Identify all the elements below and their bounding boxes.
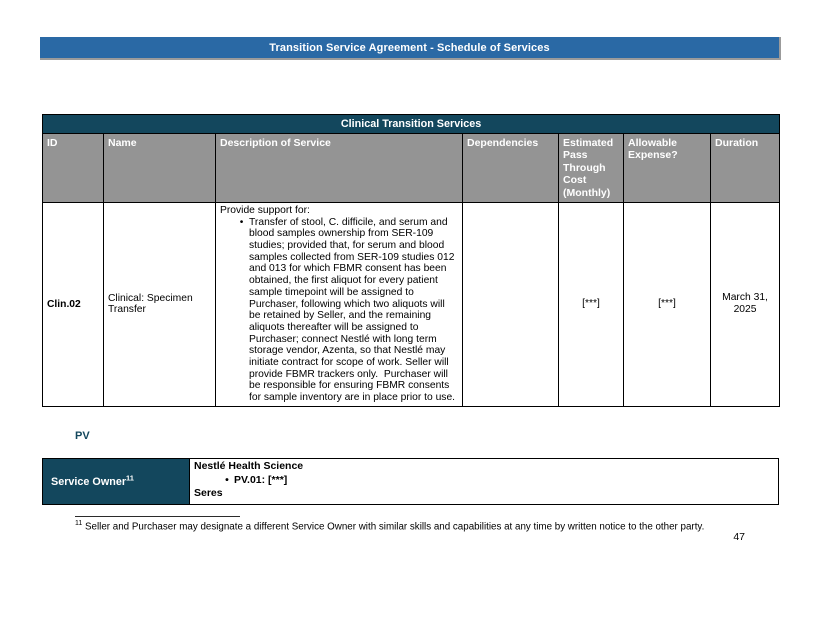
cell-estimated-cost: [***] (559, 202, 624, 406)
description-bullet-item (220, 217, 459, 404)
col-header-allowable-expense: Allowable Expense? (624, 134, 711, 203)
owner-primary: Nestlé Health Science (194, 460, 304, 472)
description-intro: Provide support for: (220, 204, 310, 216)
cell-dependencies (463, 202, 559, 406)
table-title-row (43, 115, 780, 134)
footnote-divider (75, 516, 240, 517)
cell-duration: March 31, 2025 (711, 202, 780, 406)
col-header-estimated-cost: Estimated Pass Through Cost (Monthly) (559, 134, 624, 203)
col-header-description: Description of Service (216, 134, 463, 203)
footnote-ref-superscript: 11 (126, 472, 134, 482)
col-header-duration: Duration (711, 134, 780, 203)
service-owner-label-cell (43, 459, 189, 504)
bullet-icon: • (239, 216, 244, 228)
table-title: Clinical Transition Services (43, 115, 780, 134)
bullet-icon: • (225, 473, 229, 486)
cell-allowable-expense: [***] (624, 202, 711, 406)
footnote-text: Seller and Purchaser may designate a different Service Owner with similar skills and capabilities at any time by written notice to the other party. (82, 521, 705, 533)
table-header-row (43, 134, 780, 203)
document-title-banner (40, 37, 781, 60)
owner-bullet-item (194, 474, 774, 488)
service-owner-content-cell (189, 459, 778, 504)
col-header-name: Name (104, 134, 216, 203)
col-header-id: ID (43, 134, 104, 203)
description-bullet-text: Transfer of stool, C. difficile, and serum and blood samples ownership from SER-109 studies; provided that, for serum and blood samples collected from SER-109 studies 012 and 013 for which FBMR consent has been obtained, the first aliquot for every patient sample timepoint will be assigned to Purchaser, following which two aliquots will be retained by Seller, and the remaining aliquots thereafter will be assigned to Purchaser; connect Nestlé with long term storage vendor, Azenta, so that Nestlé may initiate contract for scope of work. Seller will provide FBMR trackers only. Purchaser will be responsible for ensuring FBMR consents for sample inventory are in place prior to use. (249, 216, 458, 404)
owner-secondary: Seres (194, 487, 223, 499)
table-row (43, 202, 780, 406)
clinical-transition-services-table (42, 114, 780, 407)
pv-section-heading: PV (75, 430, 90, 442)
owner-bullet-text: PV.01: [***] (234, 473, 288, 486)
page-number: 47 (733, 531, 745, 543)
service-owner-label: Service Owner$^{11}$ (51, 472, 134, 488)
footnote-number: 11 (75, 520, 83, 527)
service-owner-table (42, 458, 779, 505)
cell-name: Clinical: Specimen Transfer (104, 202, 216, 406)
col-header-dependencies: Dependencies (463, 134, 559, 203)
footnote (75, 520, 743, 533)
document-title: Transition Service Agreement - Schedule of Services (269, 41, 550, 54)
cell-description (216, 202, 463, 406)
cell-id: Clin.02 (43, 202, 104, 406)
